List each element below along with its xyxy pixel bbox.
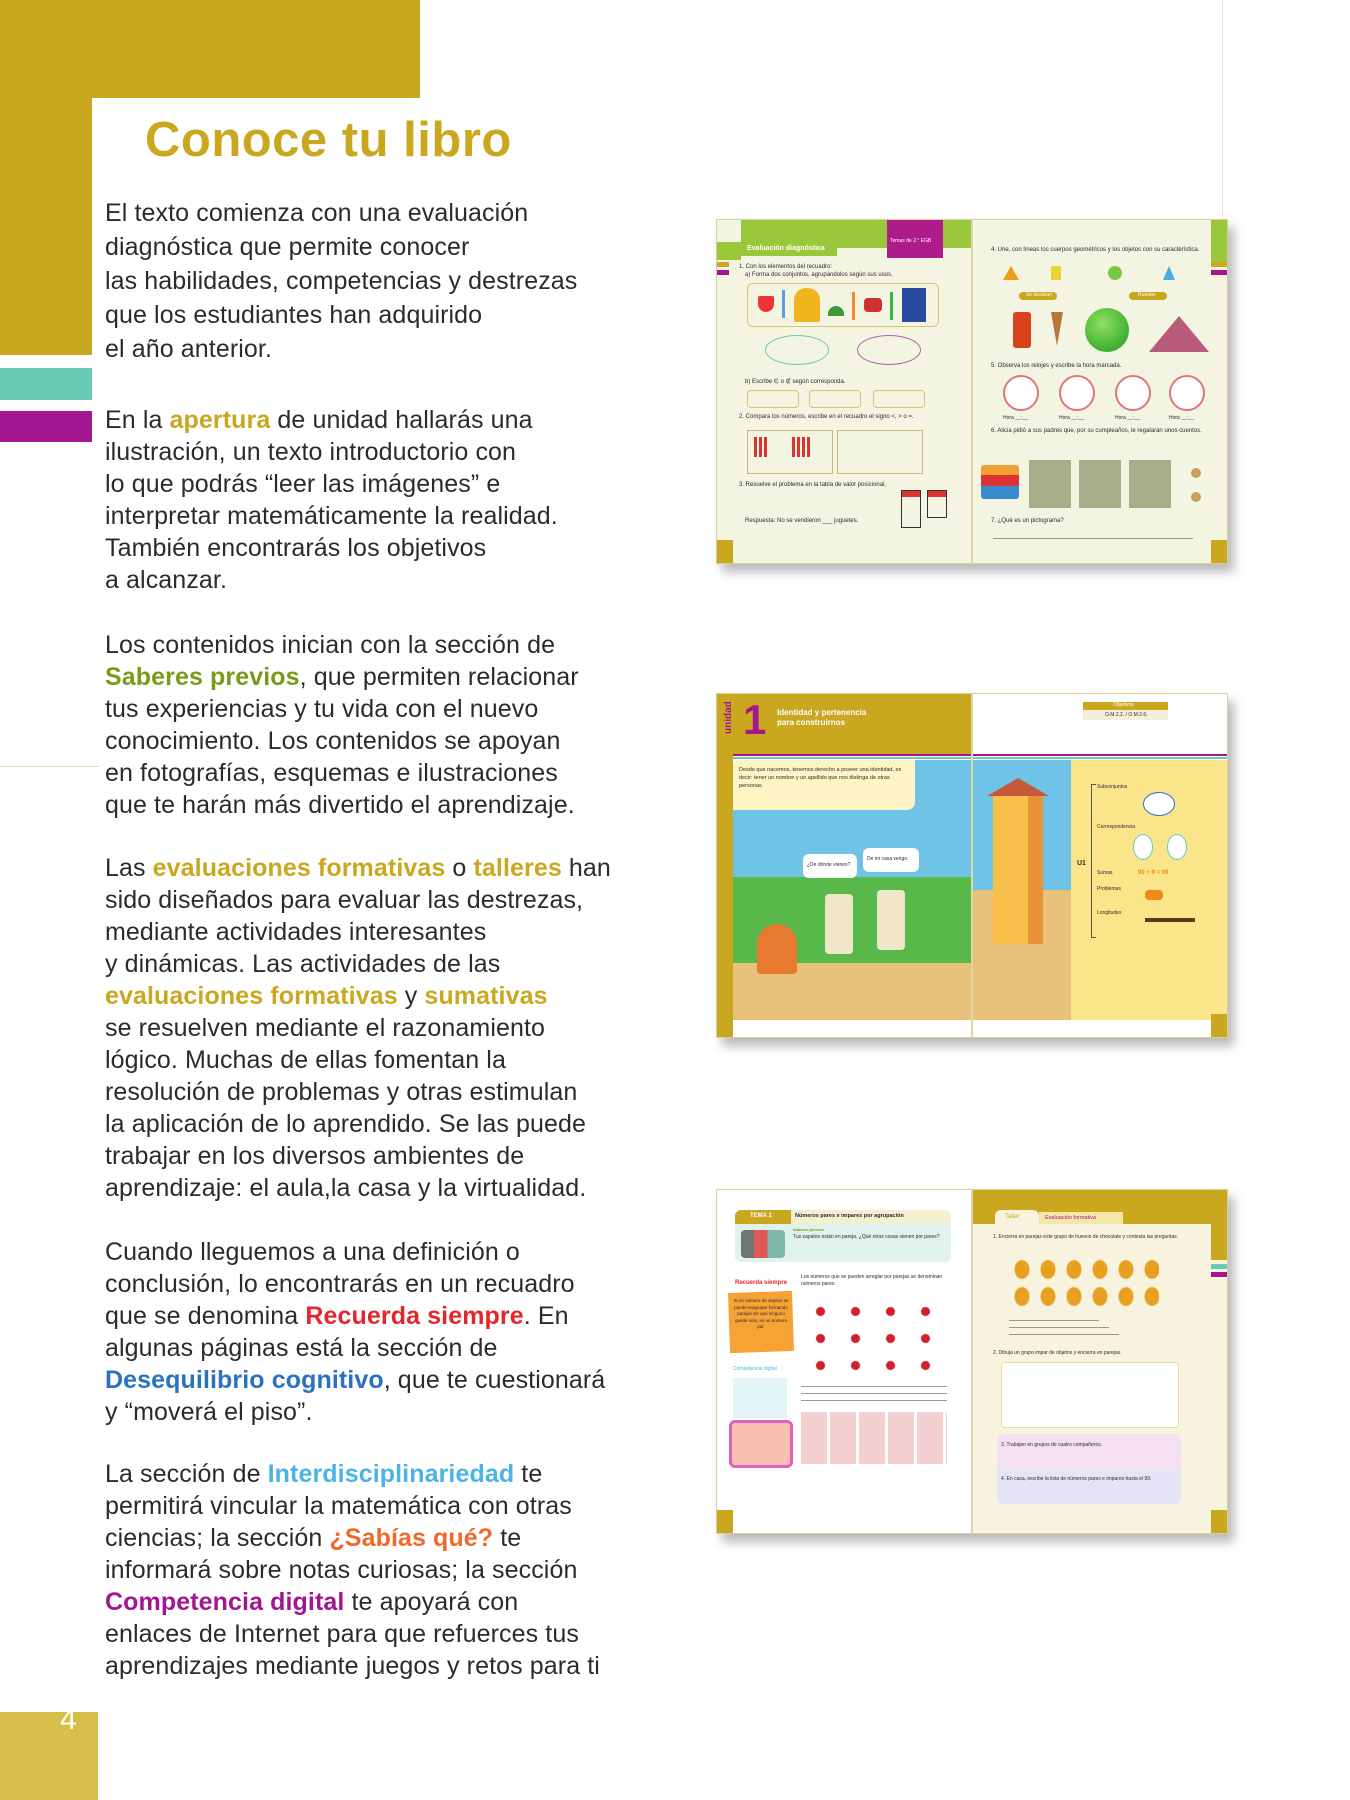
books-image [981,465,1019,499]
paragraph [105,629,579,821]
cone-icon [1163,266,1175,280]
text-line [105,264,577,298]
cylinder-icon [1051,266,1061,280]
text-segment: y dinámicas. Las actividades de las [105,950,501,978]
thumbnail-left-page [717,1190,971,1533]
page-corner [1211,1014,1227,1037]
tab-evaluacion-label: Evaluación formativa [1045,1215,1097,1221]
shoes-image [741,1230,785,1258]
text-segment: tus experiencias y tu vida con el nuevo [105,695,539,723]
concept-map-item: Longitudes [1097,910,1122,916]
text-line [105,948,611,980]
text-segment: de unidad hallarás una [270,406,533,434]
text-line [105,196,577,230]
exercise-3: 3. Trabajen en grupos de cuatro compañeros. [1001,1442,1103,1448]
set-c-oval [765,335,829,365]
text-segment: El texto comienza con una evaluación [105,199,529,227]
competencia-label: Competencia digital [733,1366,777,1372]
highlighted-section-name: Saberes previos [105,663,300,691]
thumbnail-right-page [973,694,1227,1037]
text-segment: permitirá vincular la matemática con otras [105,1492,572,1520]
concept-map-item: Subconjuntos [1097,784,1128,790]
pill-slide-label: Se deslizan [1026,292,1052,298]
text-line [105,661,579,693]
text-segment: interpretar matemáticamente la realidad. [105,502,558,530]
text-segment: o [445,854,474,882]
tab-taller-label: Taller [1005,1214,1020,1220]
question-5: 5. Observa los relojes y escribe la hora marcada. [991,363,1122,369]
text-line [105,1554,600,1586]
question-1a: a) Forma dos conjuntos, agrupándolos según sus usos. [745,272,893,278]
compare-box [747,430,833,474]
text-segment: conclusión, lo encontrarás en un recuadro [105,1270,575,1298]
text-line [105,500,558,532]
hour-label: Hora __:__ [1115,415,1140,421]
text-line [105,1140,611,1172]
clock-icon [1115,375,1151,411]
thumbnail-right-page [973,1190,1227,1533]
pill-roll-label: Ruedan [1138,292,1156,298]
thumbnail-lesson-and-workshop [716,1189,1228,1534]
text-line [105,693,579,725]
question-2: 2. Compara los números, escribe en el recuadro el signo <, > o =. [739,414,914,420]
highlighted-section-name: Desequilibrio cognitivo [105,1366,384,1394]
question-1: 1. Con los elementos del recuadro: [739,264,833,270]
text-segment: resolución de problemas y otras estimulan [105,1078,578,1106]
text-segment: En la [105,406,170,434]
recuerda-note-text: Si un número de objetos se puede reagrupar formando parejas sin que ninguno quede solo, es un número par. [733,1298,789,1329]
speech-bubble-text: ¿De dónde vienes? [807,862,851,868]
clock-icon [1003,375,1039,411]
highlighted-section-name: evaluaciones formativas [152,854,446,882]
text-line [105,980,611,1012]
text-line [105,1364,605,1396]
decorative-gold-side-block [0,0,92,355]
text-line [105,1044,611,1076]
paragraph [105,404,558,596]
speech-bubble-text: De mi casa vengo. [867,856,909,862]
thumbnail-left-page [717,220,971,563]
unit-title: Identidad y pertenencia [777,708,867,717]
tema-label: TEMA 1 [750,1213,772,1219]
text-line [105,852,611,884]
text-segment: y “moverá el piso”. [105,1398,313,1426]
text-line [105,789,579,821]
text-segment: se resuelven mediante el razonamiento [105,1014,546,1042]
objectives-codes: O.M.2.2. / O.M.2.6. [1105,712,1148,718]
paragraph [105,196,577,366]
banknotes-image [1029,460,1179,508]
text-line [105,532,558,564]
page-number: 4 [60,1703,77,1736]
page-number-box [0,1712,98,1800]
text-segment: También encontrarás los objetivos [105,534,487,562]
sum-example: 90 + 9 = 99 [1138,870,1169,876]
question-3: 3. Resuelve el problema en la tabla de valor posicional. [739,482,887,488]
text-segment: a alcanzar. [105,566,228,594]
house-illustration [993,794,1043,944]
highlighted-section-name: sumativas [424,982,548,1010]
text-segment: el año anterior. [105,335,272,363]
pyramid-icon [1003,266,1019,280]
text-line [105,1458,600,1490]
text-segment: conocimiento. Los contenidos se apoyan [105,727,561,755]
text-line [105,1522,600,1554]
highlighted-section-name: evaluaciones formativas [105,982,398,1010]
decorative-teal-bar [0,368,92,400]
saberes-question: Tus zapatos están en pareja. ¿Qué otras cosas vienen por pares? [793,1234,940,1240]
set-v-oval [857,335,921,365]
page-corner [1211,1510,1227,1533]
candies-image [801,1412,947,1464]
highlighted-section-name: talleres [473,854,562,882]
text-line [105,725,579,757]
thumbnail-right-page [973,220,1227,563]
divider [1222,0,1223,240]
question-7: 7. ¿Qué es un pictograma? [991,518,1064,524]
page-title: Conoce tu libro [145,113,512,167]
text-line [105,1108,611,1140]
paragraph [105,1458,600,1682]
text-line [105,564,558,596]
text-segment: las habilidades, competencias y destrezas [105,267,578,295]
page-corner [717,1014,733,1037]
lesson-title: Números pares e impares por agrupación [795,1213,904,1219]
text-segment: y [397,982,425,1010]
text-line [105,298,577,332]
text-segment: mediante actividades interesantes [105,918,487,946]
thumbnail-left-page [717,694,971,1037]
concept-map-item: Problemas [1097,886,1121,892]
text-line [105,757,579,789]
text-line [105,332,577,366]
highlighted-section-name: Interdisciplinariedad [267,1460,515,1488]
highlighted-section-name: ¿Sabías qué? [329,1524,494,1552]
text-segment: que te harán más divertido el aprendizaje. [105,791,575,819]
drawing-box [1001,1362,1179,1428]
text-segment: enlaces de Internet para que refuerces tus [105,1620,579,1648]
text-segment: . En [523,1302,569,1330]
text-segment: ilustración, un texto introductorio con [105,438,517,466]
text-line [105,1586,600,1618]
hour-label: Hora __:__ [1169,415,1194,421]
text-segment: trabajar en los diversos ambientes de [105,1142,525,1170]
text-segment: lo que podrás “leer las imágenes” e [105,470,501,498]
unit-title: para construirnos [777,718,846,727]
page-corner [1211,540,1227,563]
text-segment: La sección de [105,1460,268,1488]
text-line [105,916,611,948]
text-segment: informará sobre notas curiosas; la sección [105,1556,578,1584]
thumbnail-diagnostic-evaluation [716,219,1228,564]
character-girl [877,890,905,950]
question-6: 6. Alicia pidió a sus padres que, por su cumpleaños, le regalaran unos cuentos. [991,428,1202,434]
saberes-label: Saberes previos [793,1227,824,1232]
text-segment: , que permiten relacionar [299,663,579,691]
text-line [105,1650,600,1682]
sphere-icon [1108,266,1122,280]
text-segment: te [493,1524,522,1552]
text-line [105,1012,611,1044]
hour-label: Hora __:__ [1003,415,1028,421]
section-header: Evaluación diagnóstica [747,245,825,252]
text-segment: Las [105,854,153,882]
recuerda-label: Recuerda siempre [735,1280,788,1286]
text-line [105,1618,600,1650]
exercise-1: 1. Encierra en parejas este grupo de huevos de chocolate y contesta las preguntas. [993,1234,1179,1240]
text-segment: Los contenidos inician con la sección de [105,631,556,659]
question-1b: b) Escribe ∈ o ∉ según corresponda. [745,379,846,385]
text-segment: sido diseñados para evaluar las destrezas, [105,886,584,914]
text-line [105,230,577,264]
text-line [105,1172,611,1204]
intro-text: Desde que nacemos, tenemos derecho a poseer una identidad, es decir: tener un nombre y un apellido que nos distinga de otras personas. [739,767,902,789]
text-line [105,404,558,436]
text-segment: lógico. Muchas de ellas fomentan la [105,1046,506,1074]
text-segment: que los estudiantes han adquirido [105,301,483,329]
text-line [105,884,611,916]
answer-line: Respuesta: No se vendieron ___ juguetes. [745,518,859,524]
text-segment: diagnóstica que permite conocer [105,233,470,261]
text-line [105,1268,605,1300]
eggs-image [1009,1256,1159,1310]
game-image [729,1420,793,1468]
text-line [105,1490,600,1522]
page-corner [717,540,733,563]
topics-badge-label: Temas de 2.° EGB [890,238,932,244]
text-segment: algunas páginas está la sección de [105,1334,498,1362]
thumbnail-unit-opening [716,693,1228,1038]
clock-icon [1169,375,1205,411]
concept-map-item: Sumas [1097,870,1113,876]
highlighted-section-name: Recuerda siempre [305,1302,524,1330]
items-box [747,283,939,327]
text-line [105,1236,605,1268]
concept-map-root: U1 [1077,860,1086,867]
text-segment: aprendizaje: el aula,la casa y la virtualidad. [105,1174,587,1202]
unit-number: 1 [743,696,767,743]
hour-label: Hora __:__ [1059,415,1084,421]
divider [0,766,100,767]
lesson-body: Los números que se pueden arreglar por parejas se denominan números pares. [801,1274,943,1287]
question-4: 4. Une, con líneas los cuerpos geométricos y los objetos con su característica. [991,247,1200,253]
exercise-4: 4. En casa, escribe la lista de números pares e impares hasta el 99. [1001,1476,1152,1482]
text-segment: Cuando lleguemos a una definición o [105,1238,520,1266]
text-segment: en fotografías, esquemas e ilustraciones [105,759,558,787]
paragraph [105,1236,605,1428]
text-line [105,629,579,661]
text-line [105,468,558,500]
text-segment: la aplicación de lo aprendido. Se las puede [105,1110,587,1138]
cherries-image [803,1298,943,1378]
text-segment: te apoyará con [344,1588,519,1616]
highlighted-section-name: apertura [169,406,271,434]
character-mother [757,924,797,974]
paragraph [105,852,611,1204]
text-line [105,436,558,468]
text-segment: te [514,1460,543,1488]
text-line [105,1396,605,1428]
text-segment: ciencias; la sección [105,1524,330,1552]
text-line [105,1076,611,1108]
text-segment: han [561,854,611,882]
page-corner [717,1510,733,1533]
objectives-label: Objetivos [1113,702,1134,708]
character-boy [825,894,853,954]
text-segment: , que te cuestionará [383,1366,606,1394]
clock-icon [1059,375,1095,411]
abacus-box [837,430,923,474]
unit-word: unidad [723,701,734,734]
exercise-2: 2. Dibuja un grupo impar de objetos y encierra en parejas. [993,1350,1122,1356]
highlighted-section-name: Competencia digital [105,1588,345,1616]
text-segment: que se denomina [105,1302,306,1330]
text-line [105,1332,605,1364]
text-line [105,1300,605,1332]
concept-map-item: Correspondencia [1097,824,1136,830]
text-segment: aprendizajes mediante juegos y retos para ti [105,1652,600,1680]
decorative-purple-bar [0,411,92,442]
